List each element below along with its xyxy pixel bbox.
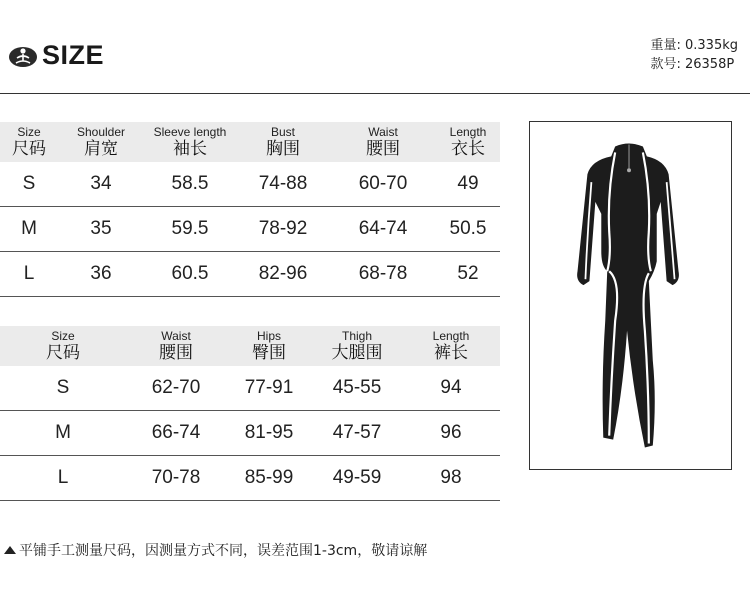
header-cell: Thigh 大腿围 xyxy=(312,326,402,366)
table-cell: M xyxy=(0,207,58,252)
table-cell: S xyxy=(0,366,126,411)
table-cell: 35 xyxy=(58,207,144,252)
table-cell: 66-74 xyxy=(126,411,226,456)
header-cell: Waist 腰围 xyxy=(330,122,436,162)
header-cell: Length 裤长 xyxy=(402,326,500,366)
table-cell: 70-78 xyxy=(126,456,226,501)
product-meta xyxy=(650,36,738,74)
table-cell: 62-70 xyxy=(126,366,226,411)
table-cell: 94 xyxy=(402,366,500,411)
table-cell: 36 xyxy=(58,252,144,297)
yoga-meditation-icon xyxy=(8,41,38,71)
table-row xyxy=(0,411,500,456)
table-cell: 60-70 xyxy=(330,162,436,207)
table-cell: 96 xyxy=(402,411,500,456)
triangle-up-icon xyxy=(4,546,16,554)
top-size-table xyxy=(0,122,500,297)
table-cell: 78-92 xyxy=(236,207,330,252)
jumpsuit-illustration xyxy=(530,122,731,469)
table-cell: 74-88 xyxy=(236,162,330,207)
header-cell: Size 尺码 xyxy=(0,122,58,162)
table-cell: 58.5 xyxy=(144,162,236,207)
header-divider xyxy=(0,93,750,94)
header-cell: Waist 腰围 xyxy=(126,326,226,366)
table-cell: M xyxy=(0,411,126,456)
table-row xyxy=(0,162,500,207)
product-image xyxy=(529,121,732,470)
header-cell: Size 尺码 xyxy=(0,326,126,366)
table-row xyxy=(0,366,500,411)
table-cell: 45-55 xyxy=(312,366,402,411)
bottom-table-header xyxy=(0,326,500,366)
header-cell: Sleeve length 袖长 xyxy=(144,122,236,162)
table-cell: 59.5 xyxy=(144,207,236,252)
bottom-size-table xyxy=(0,326,500,501)
table-cell: 68-78 xyxy=(330,252,436,297)
table-cell: L xyxy=(0,252,58,297)
table-cell: 77-91 xyxy=(226,366,312,411)
table-cell: 85-99 xyxy=(226,456,312,501)
header-cell: Length 衣长 xyxy=(436,122,500,162)
header-cell: Shoulder 肩宽 xyxy=(58,122,144,162)
note-text: 平铺手工测量尺码，因测量方式不同，误差范围1-3cm，敬请谅解 xyxy=(19,543,428,559)
table-cell: 60.5 xyxy=(144,252,236,297)
table-row xyxy=(0,252,500,297)
measurement-note xyxy=(4,540,427,560)
table-cell: 49 xyxy=(436,162,500,207)
table-cell: 49-59 xyxy=(312,456,402,501)
table-cell: 98 xyxy=(402,456,500,501)
page-title: SIZE xyxy=(42,40,105,70)
table-cell: S xyxy=(0,162,58,207)
brand-logo xyxy=(8,40,104,71)
table-cell: 82-96 xyxy=(236,252,330,297)
table-cell: 50.5 xyxy=(436,207,500,252)
top-table-header xyxy=(0,122,500,162)
table-cell: 64-74 xyxy=(330,207,436,252)
style-number-text: 款号: 26358P xyxy=(650,57,735,72)
table-cell: 81-95 xyxy=(226,411,312,456)
header-cell: Bust 胸围 xyxy=(236,122,330,162)
table-cell: 52 xyxy=(436,252,500,297)
header-cell: Hips 臀围 xyxy=(226,326,312,366)
table-cell: L xyxy=(0,456,126,501)
weight-text: 重量: 0.335kg xyxy=(650,38,738,53)
table-row xyxy=(0,207,500,252)
table-cell: 47-57 xyxy=(312,411,402,456)
table-row xyxy=(0,456,500,501)
table-cell: 34 xyxy=(58,162,144,207)
